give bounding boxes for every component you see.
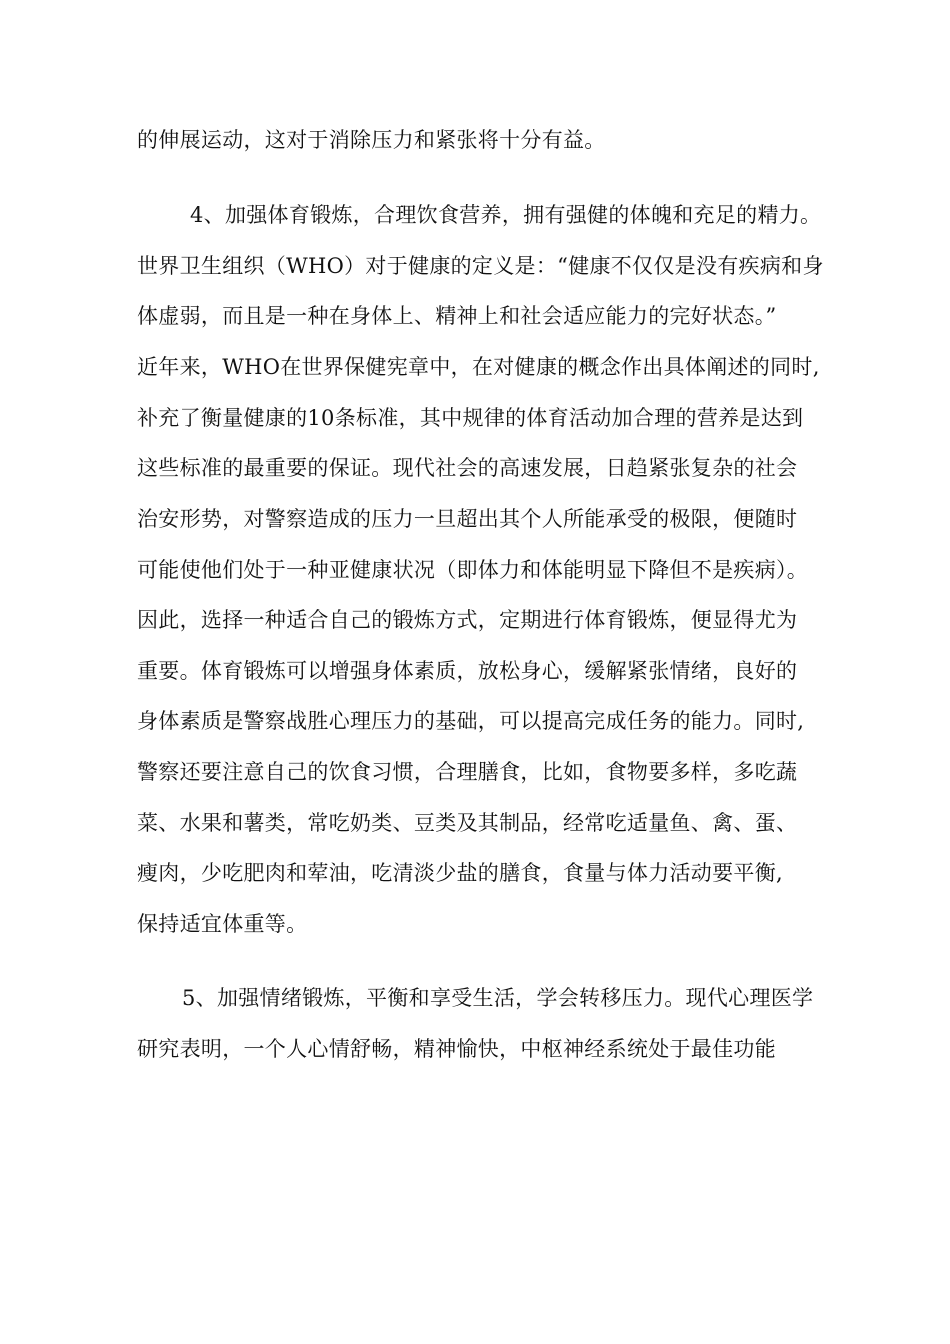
text-line: 体虚弱，而且是一种在身体上、精神上和社会适应能力的完好状态。” xyxy=(137,304,777,328)
text-line: 保持适宜体重等。 xyxy=(137,912,308,936)
text-line: 世界卫生组织（WHO）对于健康的定义是：“健康不仅仅是没有疾病和身 xyxy=(137,254,824,278)
text-line: 重要。体育锻炼可以增强身体素质，放松身心，缓解紧张情绪，良好的 xyxy=(137,659,798,683)
paragraph-5-heading-line: 5、加强情绪锻炼，平衡和享受生活，学会转移压力。现代心理医学 xyxy=(182,986,814,1010)
text-line: 补充了衡量健康的10条标准，其中规律的体育活动加合理的营养是达到 xyxy=(137,406,804,430)
text-line: 的伸展运动，这对于消除压力和紧张将十分有益。 xyxy=(137,128,606,152)
paragraph-4-heading-line: 4、加强体育锻炼，合理饮食营养，拥有强健的体魄和充足的精力。 xyxy=(190,203,822,227)
text-line: 研究表明，一个人心情舒畅，精神愉快，中枢神经系统处于最佳功能 xyxy=(137,1037,776,1061)
text-line: 可能使他们处于一种亚健康状况（即体力和体能明显下降但不是疾病）。 xyxy=(137,558,809,582)
text-line: 这些标准的最重要的保证。现代社会的高速发展，日趋紧张复杂的社会 xyxy=(137,456,798,480)
text-line: 瘦肉，少吃肥肉和荤油，吃清淡少盐的膳食，食量与体力活动要平衡, xyxy=(137,861,783,885)
text-line: 因此，选择一种适合自己的锻炼方式，定期进行体育锻炼，便显得尤为 xyxy=(137,608,798,632)
text-line: 菜、水果和薯类，常吃奶类、豆类及其制品，经常吃适量鱼、禽、蛋、 xyxy=(137,811,798,835)
text-line: 治安形势，对警察造成的压力一旦超出其个人所能承受的极限，便随时 xyxy=(137,507,798,531)
text-line: 身体素质是警察战胜心理压力的基础，可以提高完成任务的能力。同时, xyxy=(137,709,805,733)
text-line: 近年来，WHO在世界保健宪章中，在对健康的概念作出具体阐述的同时, xyxy=(137,355,820,379)
text-line: 警察还要注意自己的饮食习惯，合理膳食，比如，食物要多样，多吃蔬 xyxy=(137,760,798,784)
